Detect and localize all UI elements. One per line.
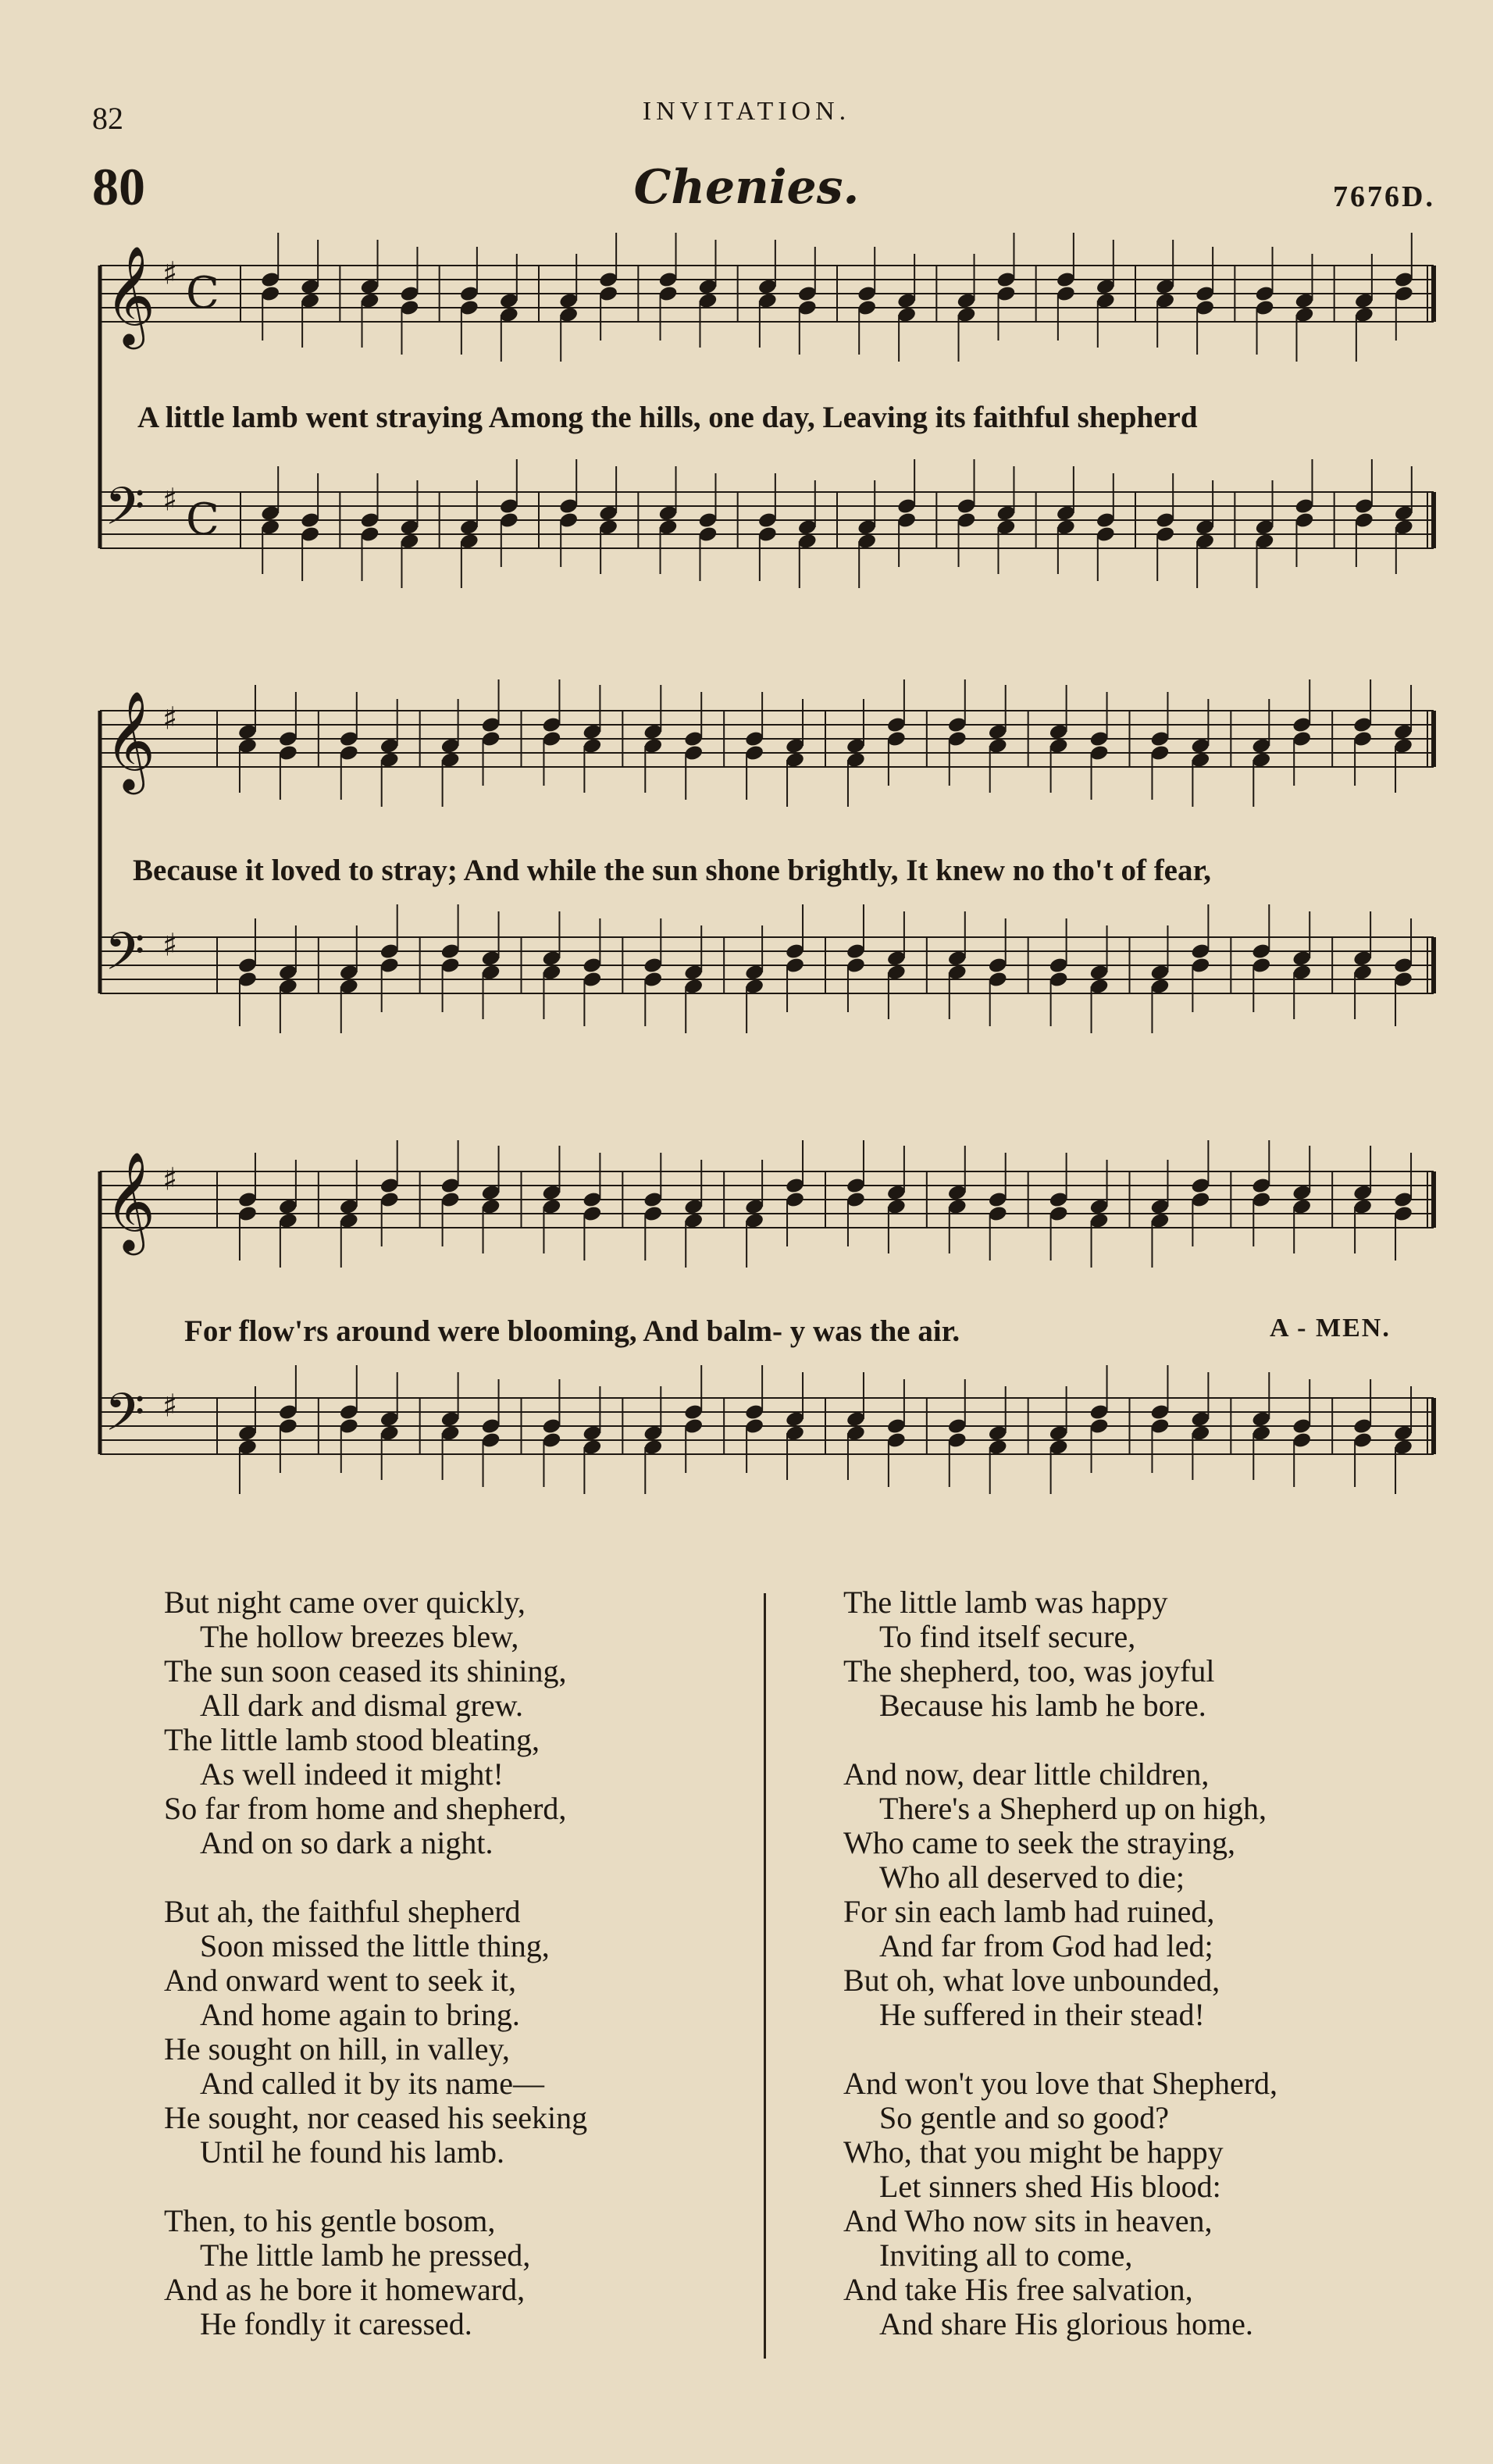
verse-line: And won't you love that Shepherd, — [843, 2066, 1278, 2101]
verse-line: All dark and dismal grew. — [200, 1688, 523, 1723]
verse-line: The hollow breezes blew, — [200, 1619, 519, 1654]
svg-text:𝄢: 𝄢 — [105, 1382, 145, 1455]
verse-line: Then, to his gentle bosom, — [164, 2203, 496, 2238]
verse-line: Let sinners shed His blood: — [879, 2169, 1221, 2204]
verse-stanza — [164, 1585, 587, 1860]
verse-stanza — [843, 2066, 1277, 2341]
verse-line: But ah, the faithful shepherd — [164, 1894, 521, 1929]
tune-name: Chenies. — [633, 160, 860, 215]
verse-line: So far from home and shepherd, — [164, 1791, 567, 1826]
svg-text:♯: ♯ — [162, 1161, 178, 1198]
verse-line: Who came to seek the straying, — [843, 1825, 1236, 1860]
verse-line: The sun soon ceased its shining, — [164, 1653, 567, 1688]
treble-staff — [100, 679, 1434, 807]
verse-line: Until he found his lamb. — [200, 2134, 504, 2170]
verse-line: And take His free salvation, — [843, 2272, 1193, 2307]
bass-staff — [100, 459, 1434, 588]
verse-line: And share His glorious home. — [879, 2306, 1253, 2341]
svg-text:♯: ♯ — [162, 1388, 178, 1425]
lyric-line-1: A little lamb went straying Among the hills, one day, Leaving its faithful shepherd — [137, 401, 1198, 434]
music-system-1 — [0, 219, 1493, 625]
treble-staff — [100, 1140, 1434, 1268]
verse-line: Inviting all to come, — [879, 2238, 1133, 2273]
bass-staff — [100, 904, 1434, 1033]
verse-line: And on so dark a night. — [200, 1825, 494, 1860]
verse-line: And far from God had led; — [879, 1928, 1213, 1963]
svg-text:C: C — [186, 494, 219, 545]
verse-line: To find itself secure, — [879, 1619, 1136, 1654]
verse-line: Because his lamb he bore. — [879, 1688, 1206, 1723]
svg-text:♯: ♯ — [162, 255, 178, 292]
svg-text:♯: ♯ — [162, 701, 178, 737]
svg-text:𝄢: 𝄢 — [105, 922, 145, 994]
verse-stanza — [164, 2204, 587, 2341]
lyric-line-2: Because it loved to stray; And while the sun shone brightly, It knew no tho't of fear, — [133, 854, 1211, 887]
lyric-line-3: For flow'rs around were blooming, And balm- y was the air. — [184, 1314, 960, 1348]
meter: 7676D. — [1333, 180, 1435, 213]
svg-text:𝄞: 𝄞 — [105, 690, 156, 790]
verse-line: Who all deserved to die; — [879, 1860, 1185, 1895]
svg-text:𝄞: 𝄞 — [105, 244, 156, 345]
verses-left-column — [164, 1585, 587, 2376]
verse-line: But night came over quickly, — [164, 1585, 526, 1620]
verse-line: And Who now sits in heaven, — [843, 2203, 1213, 2238]
verse-line: The little lamb stood bleating, — [164, 1722, 540, 1757]
svg-text:𝄢: 𝄢 — [105, 476, 145, 549]
music-system-3 — [0, 1140, 1493, 1546]
verses-right-column — [843, 1585, 1277, 2376]
page-number: 82 — [92, 101, 123, 136]
verse-line: The little lamb he pressed, — [200, 2238, 531, 2273]
verse-line: There's a Shepherd up on high, — [879, 1791, 1267, 1826]
column-divider — [764, 1593, 766, 2359]
verse-line: Soon missed the little thing, — [200, 1928, 550, 1963]
verse-line: Who, that you might be happy — [843, 2134, 1224, 2170]
treble-staff — [100, 233, 1434, 362]
verse-line: He sought, nor ceased his seeking — [164, 2100, 588, 2135]
section-title: INVITATION. — [642, 97, 851, 126]
verse-line: He suffered in their stead! — [879, 1997, 1205, 2032]
verse-line: He fondly it caressed. — [200, 2306, 472, 2341]
svg-text:♯: ♯ — [162, 482, 178, 519]
verse-line: He sought on hill, in valley, — [164, 2031, 510, 2066]
bass-staff — [100, 1365, 1434, 1494]
verse-line: And as he bore it homeward, — [164, 2272, 526, 2307]
amen-label: A - MEN. — [1270, 1314, 1391, 1343]
verse-stanza — [843, 1757, 1277, 2032]
verse-line: So gentle and so good? — [879, 2100, 1170, 2135]
music-system-2 — [0, 679, 1493, 1086]
verse-stanza — [164, 1895, 587, 2170]
verse-line: And home again to bring. — [200, 1997, 520, 2032]
svg-text:C: C — [186, 268, 219, 319]
verse-line: And now, dear little children, — [843, 1756, 1210, 1792]
verse-line: The shepherd, too, was joyful — [843, 1653, 1215, 1688]
verse-stanza — [843, 1585, 1277, 1723]
verse-line: For sin each lamb had ruined, — [843, 1894, 1215, 1929]
verse-line: And called it by its name— — [200, 2066, 545, 2101]
svg-text:𝄞: 𝄞 — [105, 1150, 156, 1251]
hymn-number: 80 — [92, 157, 145, 216]
verse-line: The little lamb was happy — [843, 1585, 1168, 1620]
verse-line: As well indeed it might! — [200, 1756, 504, 1792]
verse-line: But oh, what love unbounded, — [843, 1963, 1220, 1998]
verse-line: And onward went to seek it, — [164, 1963, 517, 1998]
svg-text:♯: ♯ — [162, 927, 178, 964]
